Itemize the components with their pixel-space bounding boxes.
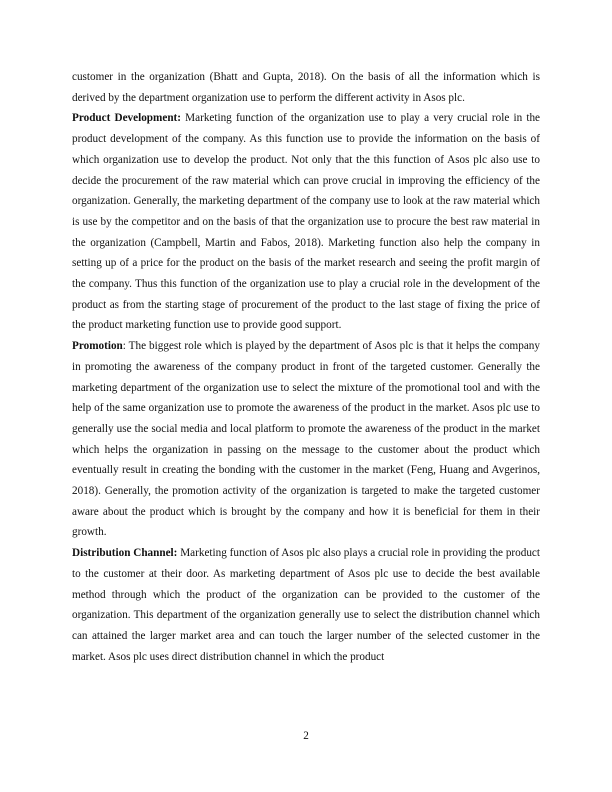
paragraph-distribution-channel bbox=[72, 543, 540, 667]
paragraph-text: : The biggest role which is played by the department of Asos plc is that it helps the company in promoting the awareness of the company product in front of the targeted customer. Generally the marketing department of the organization use to select the mixture of the promotional tool and with the help of the same organization use to promote the awareness of the product in the market. Asos plc use to generally use the social media and local platform to promote the awareness of the product in the market which helps the organization in passing on the message to the customer about the product which eventually result in creating the bonding with the customer in the market (Feng, Huang and Avgerinos, 2018). Generally, the promotion activity of the organization is targeted to make the targeted customer aware about the product which is brought by the company and how it is beneficial for them in their growth. bbox=[72, 340, 540, 539]
paragraph-heading: Distribution Channel: bbox=[72, 547, 178, 560]
paragraph-intro bbox=[72, 67, 540, 108]
paragraph-text: customer in the organization (Bhatt and Gupta, 2018). On the basis of all the information which is derived by the department organization use to perform the different activity in Asos plc. bbox=[72, 71, 540, 104]
paragraph-text: Marketing function of Asos plc also plays a crucial role in providing the product to the customer at their door. As marketing department of Asos plc use to decide the best available method through which the product of the organization can be provided to the customer of the organization. This department of the organization generally use to select the distribution channel which can attained the larger market area and can touch the larger number of the selected customer in the market. Asos plc uses direct distribution channel in which the product bbox=[72, 547, 541, 663]
paragraph-product-development bbox=[72, 108, 540, 336]
paragraph-heading: Promotion bbox=[72, 340, 123, 353]
paragraph-heading: Product Development: bbox=[72, 112, 181, 125]
paragraph-promotion bbox=[72, 336, 540, 543]
document-body bbox=[72, 67, 540, 667]
page-number: 2 bbox=[303, 730, 309, 742]
paragraph-text: Marketing function of the organization use to play a very crucial role in the product development of the company. As this function use to provide the information on the basis of which organization use to develop the product. Not only that the this function of Asos plc also use to decide the procurement of the raw material which can prove crucial in improving the efficiency of the organization. Generally, the marketing department of the company use to look at the raw material which is use by the competitor and on the basis of that the organization use to procure the best raw material in the organization (Campbell, Martin and Fabos, 2018). Marketing function also help the company in setting up of a price for the product on the basis of the market research and seeing the profit margin of the company. Thus this function of the organization use to play a crucial role in the development of the product as from the starting stage of procurement of the product to the last stage of fixing the price of the product marketing function use to provide good support. bbox=[72, 112, 541, 332]
